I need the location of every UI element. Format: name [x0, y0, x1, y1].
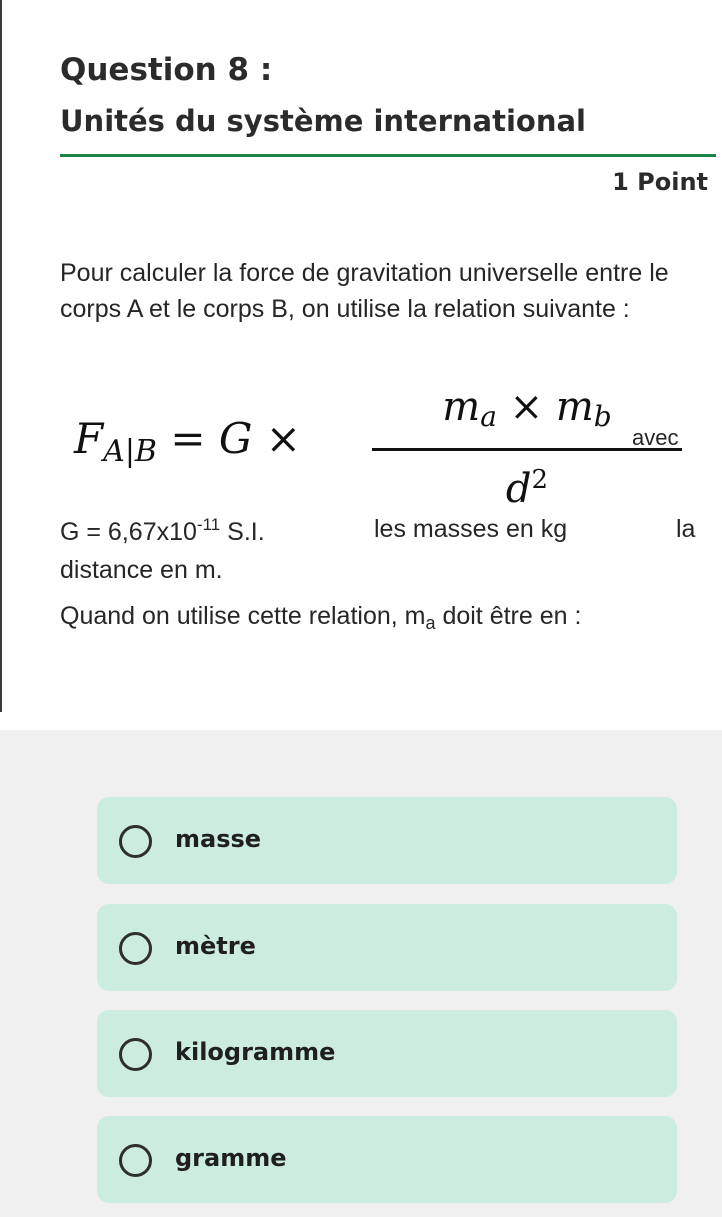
formula-lhs	[74, 414, 301, 469]
numerator-mass-b: m	[555, 384, 594, 430]
formula-force-subscript: A|B	[103, 434, 157, 469]
constant-value: G = 6,67x10	[60, 518, 197, 546]
formula-denominator	[370, 455, 684, 514]
masses-unit-text: les masses en kg	[374, 515, 568, 543]
constant-exponent: -11	[196, 515, 221, 534]
constant-line	[60, 515, 712, 547]
gravitation-formula	[74, 382, 674, 512]
numerator-mass-b-subscript: b	[593, 400, 612, 433]
prompt-prefix: Quand on utilise cette relation, m	[60, 602, 426, 630]
numerator-mass-a-subscript: a	[480, 400, 497, 433]
formula-force-symbol: F	[74, 414, 104, 463]
left-border-line	[0, 0, 2, 712]
answer-option-label: kilogramme	[175, 1038, 336, 1066]
title-divider	[60, 154, 716, 157]
constant-unit: S.I.	[220, 518, 265, 546]
question-statement: Pour calculer la force de gravitation universelle entre le corps A et le corps B, on utilise la relation suivante :	[60, 259, 669, 323]
answer-option-label: masse	[175, 825, 262, 853]
numerator-mass-a: m	[442, 384, 481, 430]
denominator-exponent: 2	[531, 465, 549, 495]
distance-unit-text: distance en m.	[60, 556, 223, 584]
answer-option-label: gramme	[175, 1144, 287, 1172]
avec-label: avec	[632, 425, 679, 450]
denominator-distance: d	[505, 466, 532, 512]
answer-option-gramme[interactable]	[97, 1116, 677, 1203]
prompt-subscript: a	[425, 613, 436, 633]
question-number: Question 8 :	[60, 52, 273, 88]
radio-button-icon[interactable]	[119, 825, 152, 858]
formula-equals-g: = G ×	[170, 414, 301, 463]
points-label: 1 Point	[612, 168, 708, 196]
radio-button-icon[interactable]	[119, 932, 152, 965]
question-title: Unités du système international	[60, 104, 586, 138]
answer-option-metre[interactable]	[97, 904, 677, 991]
answer-option-kilogramme[interactable]	[97, 1010, 677, 1097]
answer-option-masse[interactable]	[97, 797, 677, 884]
numerator-times: ×	[496, 384, 556, 430]
answer-option-label: mètre	[175, 932, 256, 960]
la-text: la	[676, 515, 696, 543]
prompt-suffix: doit être en :	[435, 602, 582, 630]
radio-button-icon[interactable]	[119, 1144, 152, 1177]
radio-button-icon[interactable]	[119, 1038, 152, 1071]
question-prompt	[60, 598, 712, 641]
